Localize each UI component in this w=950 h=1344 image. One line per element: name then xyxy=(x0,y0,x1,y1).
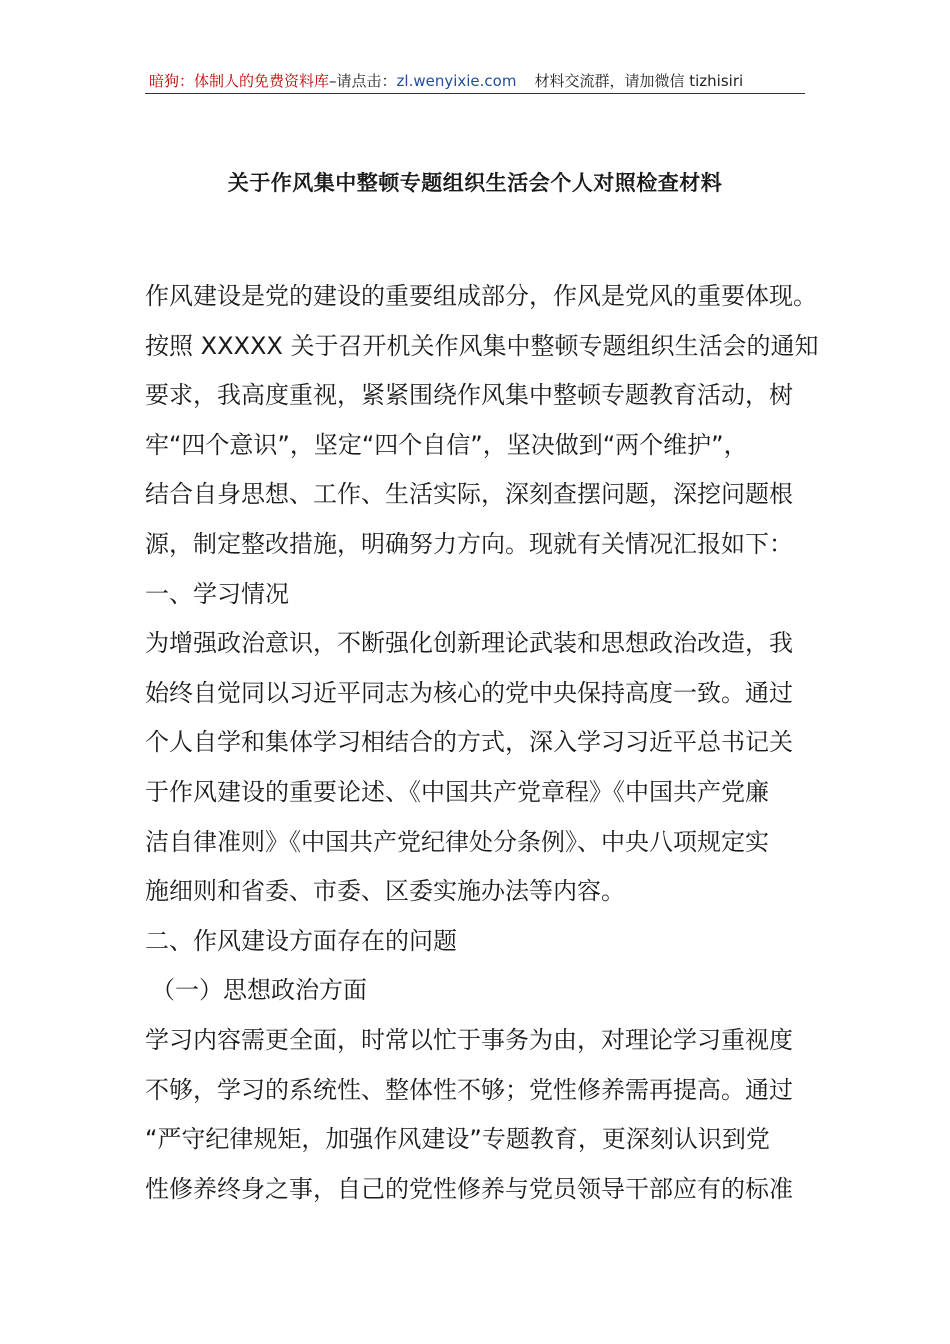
section-heading: 一、学习情况 xyxy=(145,579,289,608)
paragraph-line: 始终自觉同以习近平同志为核心的党中央保持高度一致。通过 xyxy=(145,678,793,707)
document-title: 关于作风集中整顿专题组织生活会个人对照检查材料 xyxy=(227,171,723,195)
paragraph-line: 牢“四个意识”，坚定“四个自信”，坚决做到“两个维护”， xyxy=(145,430,748,459)
header-brand: 暗狗：体制人的免费资料库 xyxy=(149,72,330,90)
paragraph-line: 施细则和省委、市委、区委实施办法等内容。 xyxy=(145,877,625,906)
paragraph-line: 个人自学和集体学习相结合的方式，深入学习习近平总书记关 xyxy=(145,728,793,757)
header-line xyxy=(149,70,743,91)
subsection-heading: （一）思想政治方面 xyxy=(151,976,367,1005)
paragraph-line: 源，制定整改措施，明确努力方向。现就有关情况汇报如下： xyxy=(145,529,793,558)
paragraph-line: 作风建设是党的建设的重要组成部分，作风是党风的重要体现。 xyxy=(145,282,817,310)
paragraph-line: 不够，学习的系统性、整体性不够；党性修养需再提高。通过 xyxy=(145,1075,793,1104)
document-body xyxy=(145,272,835,1214)
paragraph-line: “严守纪律规矩，加强作风建设”专题教育，更深刻认识到党 xyxy=(145,1125,770,1154)
header-link[interactable]: zl.wenyixie.com xyxy=(396,72,517,90)
page-header xyxy=(145,66,805,94)
paragraph-line: 为增强政治意识，不断强化创新理论武装和思想政治改造，我 xyxy=(145,629,793,658)
paragraph-line: 按照 XXXXX 关于召开机关作风集中整顿专题组织生活会的通知 xyxy=(145,331,819,360)
paragraph-line: 性修养终身之事，自己的党性修养与党员领导干部应有的标准 xyxy=(145,1174,793,1203)
paragraph-line: 结合自身思想、工作、生活实际，深刻查摆问题，深挖问题根 xyxy=(145,480,793,509)
paragraph-line: 洁自律准则》《中国共产党纪律处分条例》、中央八项规定实 xyxy=(145,827,769,856)
paragraph-line: 要求，我高度重视，紧紧围绕作风集中整顿专题教育活动，树 xyxy=(145,381,793,410)
paragraph-line: 学习内容需更全面，时常以忙于事务为由，对理论学习重视度 xyxy=(145,1025,793,1054)
paragraph-line: 于作风建设的重要论述、《中国共产党章程》《中国共产党廉 xyxy=(145,777,769,806)
header-prompt: –请点击： xyxy=(329,72,397,90)
section-heading: 二、作风建设方面存在的问题 xyxy=(145,926,457,955)
header-wechat: 材料交流群，请加微信 tizhisiri xyxy=(534,72,744,90)
